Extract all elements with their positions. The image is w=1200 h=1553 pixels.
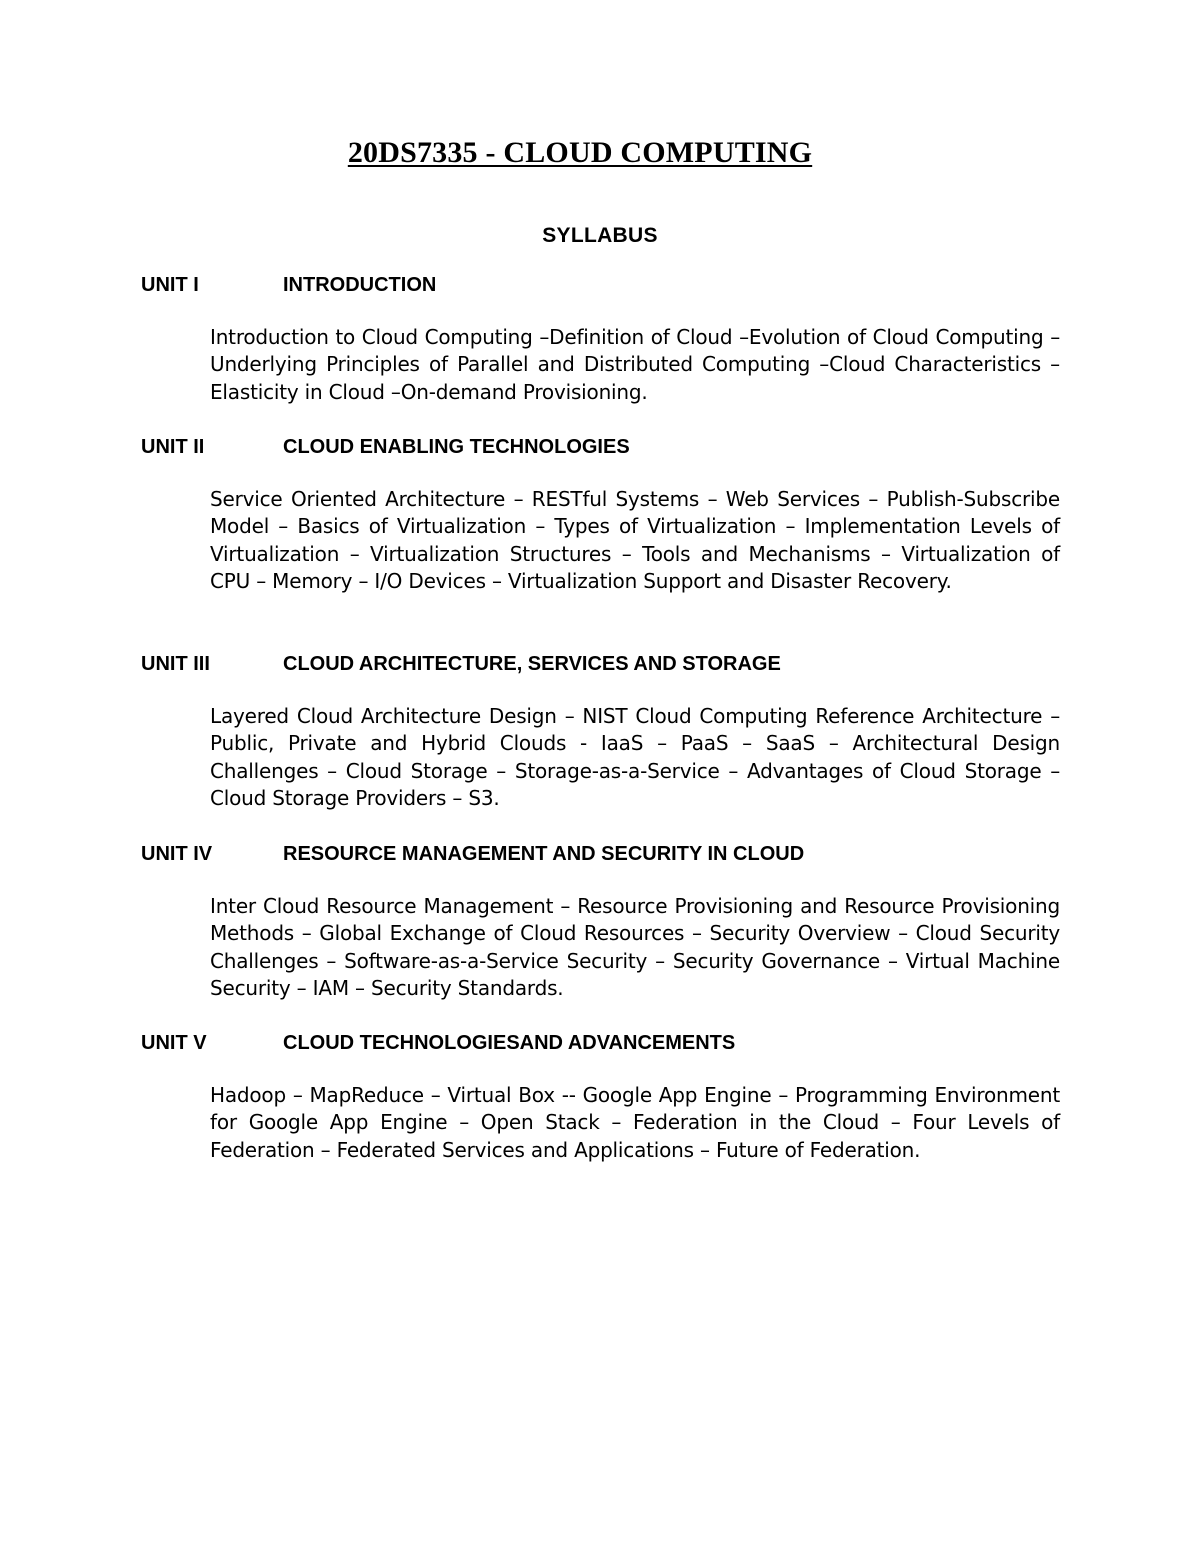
unit-heading [141, 841, 1061, 867]
unit-heading [141, 434, 1061, 460]
unit-topics: Hadoop – MapReduce – Virtual Box -- Google App Engine – Programming Environment for Google App Engine – Open Stack – Federation in the Cloud – Four Levels of Federation – Federated Services and Applications – Future of Federation. [210, 1083, 1060, 1162]
unit-title: CLOUD TECHNOLOGIESAND ADVANCEMENTS [283, 1032, 736, 1054]
unit-heading [141, 1030, 1061, 1056]
unit-5-section [141, 1030, 1061, 1164]
unit-topics: Introduction to Cloud Computing –Definition of Cloud –Evolution of Cloud Computing –Underlying Principles of Parallel and Distributed Computing –Cloud Characteristics –Elasticity in Cloud –On-demand Provisioning. [210, 325, 1060, 404]
unit-3-section [141, 651, 1061, 812]
unit-number: UNIT III [141, 653, 210, 675]
unit-title: CLOUD ENABLING TECHNOLOGIES [283, 436, 630, 458]
unit-1-section [141, 272, 1061, 406]
page-subtitle: SYLLABUS [542, 224, 658, 247]
unit-heading [141, 272, 1061, 298]
page-title: 20DS7335 - CLOUD COMPUTING [347, 136, 813, 169]
unit-4-section [141, 841, 1061, 1002]
unit-number: UNIT IV [141, 843, 213, 865]
unit-title: RESOURCE MANAGEMENT AND SECURITY IN CLOUD [283, 843, 805, 865]
unit-topics: Service Oriented Architecture – RESTful Systems – Web Services – Publish-Subscribe Model – Basics of Virtualization – Types of Virtualization – Implementation Levels of Virtualization – Virtualization Structures – Tools and Mechanisms – Virtualization of CPU – Memory – I/O Devices – Virtualization Support and Disaster Recovery. [210, 487, 1060, 593]
unit-title: CLOUD ARCHITECTURE, SERVICES AND STORAGE [283, 653, 781, 675]
unit-2-section [141, 434, 1061, 595]
unit-title: INTRODUCTION [283, 274, 437, 296]
unit-topics: Inter Cloud Resource Management – Resource Provisioning and Resource Provisioning Methods – Global Exchange of Cloud Resources – Security Overview – Cloud Security Challenges – Software-as-a-Service Security – Security Governance – Virtual Machine Security – IAM – Security Standards. [210, 894, 1060, 1000]
unit-number: UNIT V [141, 1032, 207, 1054]
unit-topics: Layered Cloud Architecture Design – NIST Cloud Computing Reference Architecture – Public, Private and Hybrid Clouds - IaaS – PaaS – SaaS – Architectural Design Challenges – Cloud Storage – Storage-as-a-Service – Advantages of Cloud Storage – Cloud Storage Providers – S3. [210, 704, 1060, 810]
unit-heading [141, 651, 1061, 677]
unit-number: UNIT II [141, 436, 205, 458]
unit-number: UNIT I [141, 274, 199, 296]
